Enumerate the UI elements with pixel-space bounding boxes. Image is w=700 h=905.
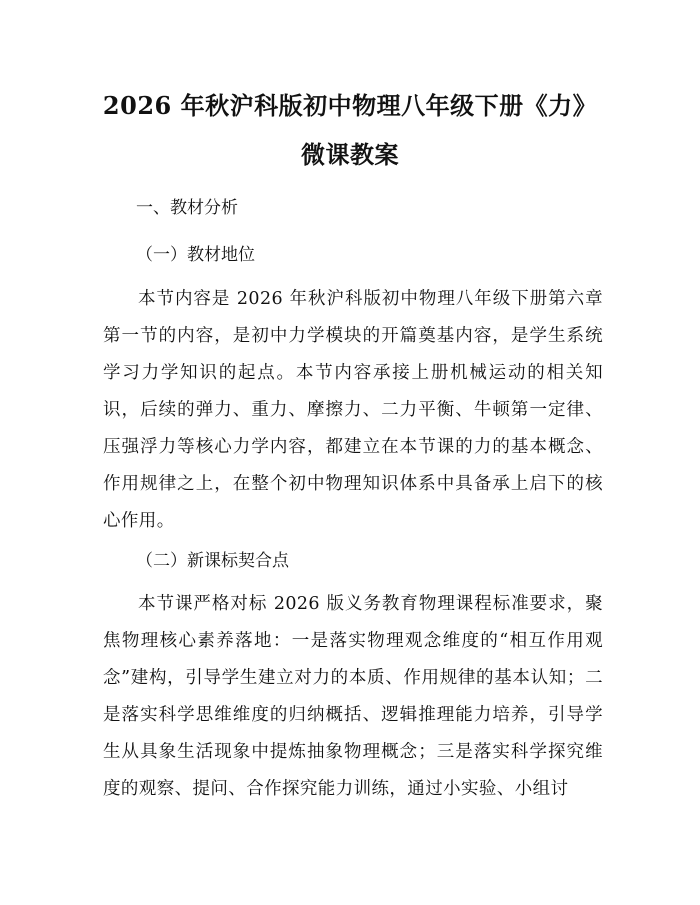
document-title-line-1: 2026 年秋沪科版初中物理八年级下册《力》 (102, 91, 598, 120)
subsection-heading-curriculum-alignment: （二）新课标契合点 (136, 551, 289, 571)
document-title-line-2: 微课教案 (301, 140, 399, 169)
subsection-heading-textbook-status: （一）教材地位 (136, 245, 255, 265)
paragraph-curriculum-alignment: 本节课严格对标 2026 版义务教育物理课程标准要求，聚焦物理核心素养落地：一是落实物理观念维度的“相互作用观念”建构，引导学生建立对力的本质、作用规律的基本认知；二是落实科学思维维度的归纳概括、逻辑推理能力培养，引导学生从具象生活现象中提炼抽象物理概念；三是落实科学探究维度的观察、提问、合作探究能力训练，通过小实验、小组讨 (103, 594, 603, 799)
section-heading-textbook-analysis: 一、教材分析 (136, 198, 238, 218)
paragraph-textbook-status: 本节内容是 2026 年秋沪科版初中物理八年级下册第六章第一节的内容，是初中力学模块的开篇奠基内容，是学生系统学习力学知识的起点。本节内容承接上册机械运动的相关知识，后续的弹力、重力、摩擦力、二力平衡、牛顿第一定律、压强浮力等核心力学内容，都建立在本节课的力的基本概念、作用规律之上，在整个初中物理知识体系中具备承上启下的核心作用。 (103, 289, 603, 531)
